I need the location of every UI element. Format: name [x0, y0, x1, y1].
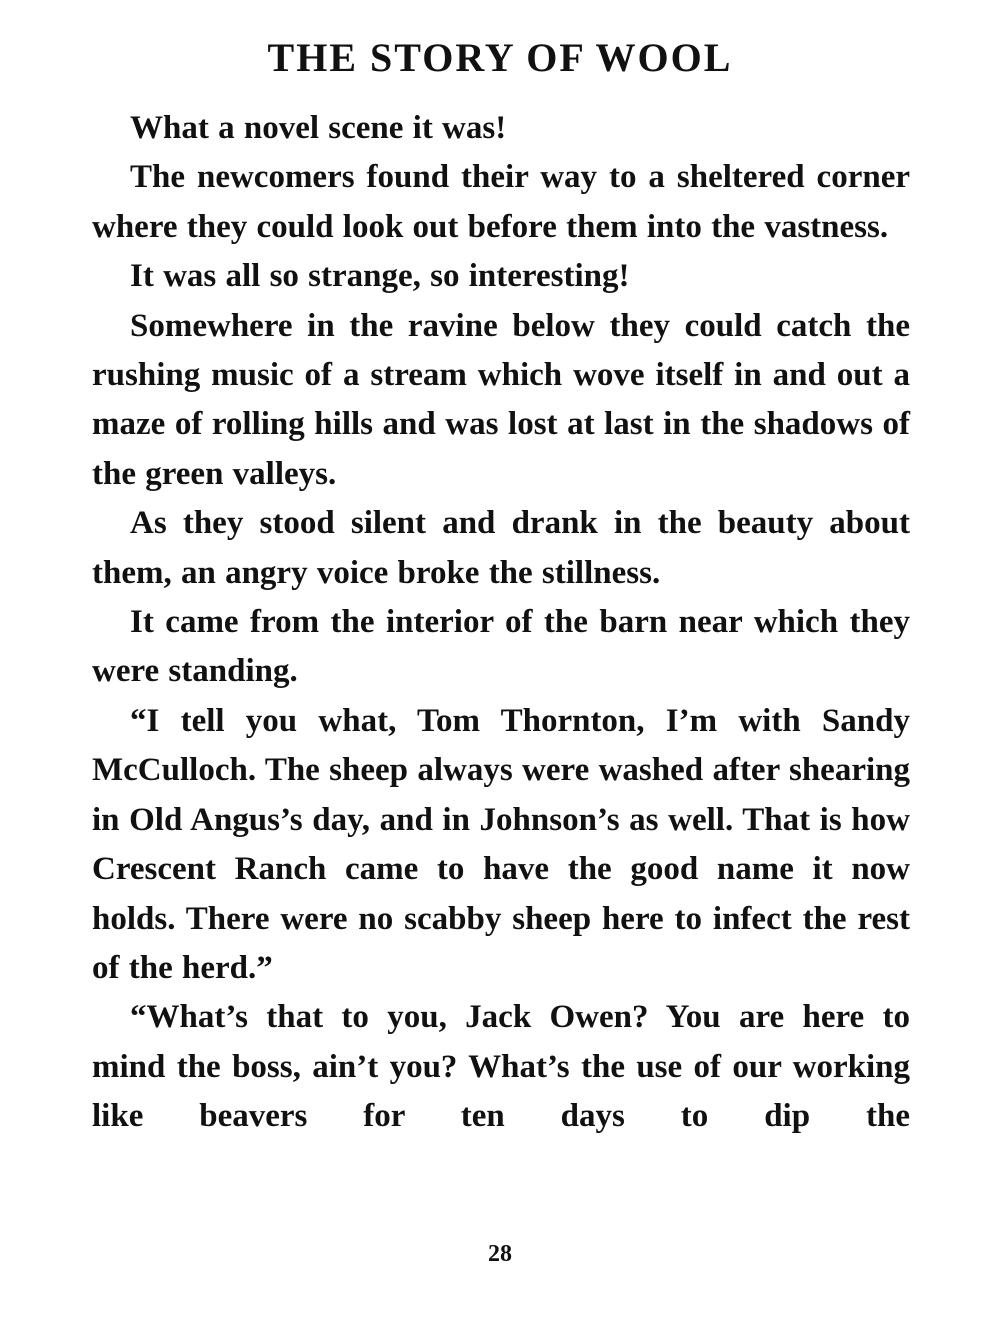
paragraph-7: “I tell you what, Tom Thornton, I’m with Sandy McCulloch. The sheep always were washed after shearing in Old Angus’s day, and in Johnson’s as well. That is how Crescent Ranch came to have the good name it now holds. There were no scabby sheep here to infect the rest of the herd.” [92, 702, 910, 986]
paragraph-5: As they stood silent and drank in the beauty about them, an angry voice broke the stillness. [92, 505, 910, 591]
page-number: 28 [488, 1241, 512, 1267]
running-title: THE STORY OF WOOL [267, 35, 733, 80]
paragraph-1: What a novel scene it was! [130, 110, 507, 146]
paragraph-6: It came from the interior of the barn near which they were standing. [92, 604, 910, 690]
page-body [92, 104, 910, 1142]
paragraph-2: The newcomers found their way to a sheltered corner where they could look out before them into the vastness. [92, 159, 910, 245]
paragraph-3: It was all so strange, so interesting! [130, 258, 630, 295]
paragraph-8: “What’s that to you, Jack Owen? You are here to mind the boss, ain’t you? What’s the use of our working like beavers for ten days to dip the [92, 999, 910, 1135]
paragraph-4: Somewhere in the ravine below they could catch the rushing music of a stream which wove itself in and out a maze of rolling hills and was lost at last in the shadows of the green valleys. [92, 307, 910, 492]
